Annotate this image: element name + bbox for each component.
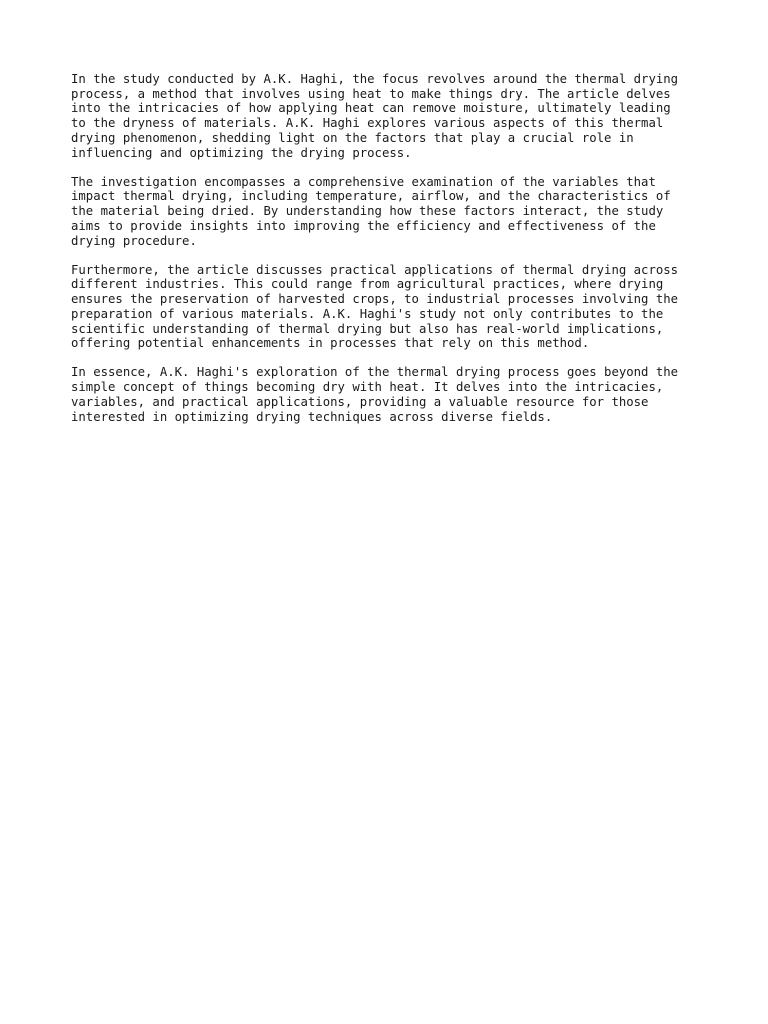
paragraph-3: Furthermore, the article discusses practical applications of thermal drying across different industries. This could range from agricultural practices, where drying ensures the preservation of harvested crops, to industrial processes involving the preparation of various materials. A.K. Haghi's study not only contributes to the scientific understanding of thermal drying but also has real-world implications, offering potential enhancements in processes that rely on this method. xyxy=(71,262,679,351)
paragraph-2: The investigation encompasses a comprehensive examination of the variables that impact thermal drying, including temperature, airflow, and the characteristics of the material being dried. By understanding how these factors interact, the study aims to provide insights into improving the efficiency and effectiveness of the drying procedure. xyxy=(71,174,671,248)
document-page xyxy=(71,72,711,439)
paragraph-4: In essence, A.K. Haghi's exploration of the thermal drying process goes beyond the simple concept of things becoming dry with heat. It delves into the intricacies, variables, and practical applications, providing a valuable resource for those interested in optimizing drying techniques across diverse fields. xyxy=(71,365,679,424)
paragraph-1: In the study conducted by A.K. Haghi, the focus revolves around the thermal drying process, a method that involves using heat to make things dry. The article delves into the intricacies of how applying heat can remove moisture, ultimately leading to the dryness of materials. A.K. Haghi explores various aspects of this thermal drying phenomenon, shedding light on the factors that play a crucial role in influencing and optimizing the drying process. xyxy=(71,72,679,160)
